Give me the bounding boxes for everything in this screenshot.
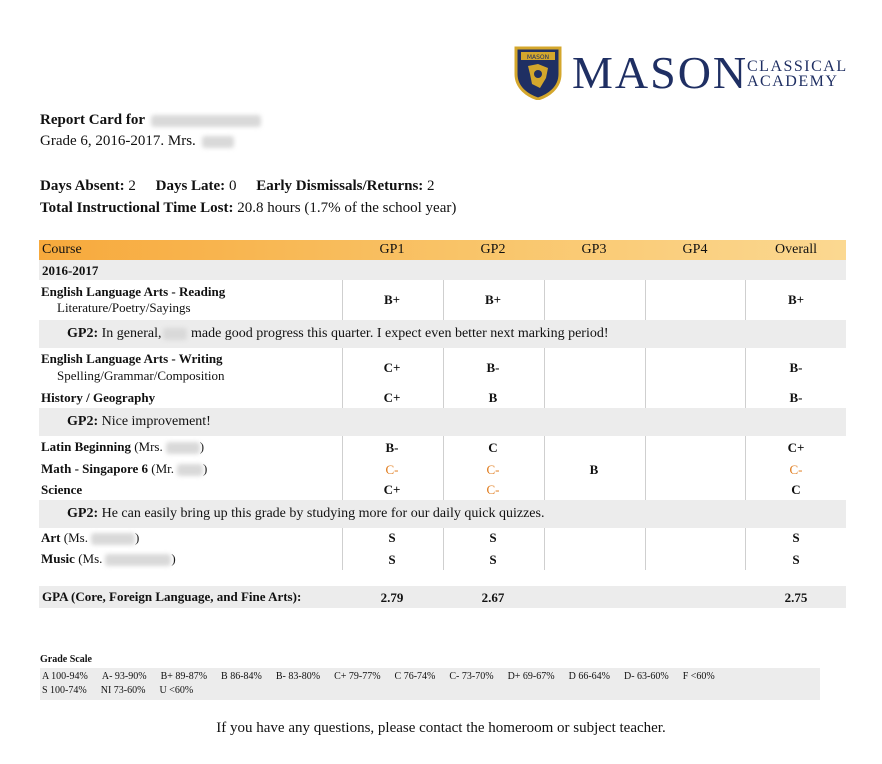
course-title: Art — [41, 530, 61, 545]
redacted-teacher-name — [202, 136, 234, 148]
logo-sub-line2: ACADEMY — [747, 73, 839, 90]
comment-tag: GP2: — [67, 326, 99, 341]
grade-scale-line1 — [42, 670, 818, 684]
paren: ) — [171, 551, 176, 566]
teacher-prefix: (Mr. — [151, 461, 175, 476]
grade-overall: B+ — [787, 292, 805, 307]
teacher-comment — [39, 320, 846, 348]
scale-item: C+ 79-77% — [334, 671, 381, 682]
scale-item: U <60% — [159, 685, 194, 696]
grade-gp2: C — [488, 440, 498, 455]
table-spacer — [39, 570, 846, 586]
paren: ) — [134, 530, 140, 545]
course-title: Music — [41, 551, 75, 566]
grade-overall: C- — [789, 462, 803, 477]
table-row — [39, 528, 846, 548]
grades-table — [39, 240, 846, 608]
grade-gp2: C- — [486, 482, 500, 497]
course-title: English Language Arts - Reading — [41, 284, 226, 299]
paren: ) — [203, 461, 208, 476]
logo-sub-line1: CLASSICAL — [747, 58, 848, 75]
footer-note: If you have any questions, please contact the homeroom or subject teacher. — [216, 720, 666, 736]
course-title: Science — [41, 482, 83, 497]
logo-wordmark: MASON — [572, 47, 749, 98]
comment-text: Nice improvement! — [101, 414, 211, 429]
gpa-gp2: 2.67 — [481, 590, 505, 605]
grade-gp2: B+ — [484, 292, 502, 307]
table-row — [39, 458, 846, 480]
scale-item: D 66-64% — [568, 671, 610, 682]
grade-gp1: C+ — [383, 390, 401, 405]
gpa-row — [39, 586, 846, 608]
grade-gp3: B — [589, 462, 599, 477]
col-overall: Overall — [775, 242, 817, 257]
scale-item: F <60% — [682, 671, 715, 682]
redacted-student-name — [151, 115, 261, 127]
grade-gp1: S — [388, 552, 396, 567]
scale-item: A- 93-90% — [101, 671, 147, 682]
days-absent-label: Days Absent: — [40, 178, 125, 194]
crest-label: MASON — [526, 54, 550, 61]
redacted-name — [163, 328, 187, 340]
grade-gp1: B- — [385, 440, 399, 455]
grade-gp1: S — [388, 530, 396, 545]
time-lost-line — [40, 200, 456, 217]
teacher-comment — [39, 500, 846, 528]
redacted-teacher — [105, 554, 171, 566]
grade-scale-line2 — [42, 684, 818, 698]
grade-overall: S — [792, 552, 800, 567]
teacher-comment — [39, 408, 846, 436]
course-title: Latin Beginning — [41, 439, 131, 454]
grade-gp2: B — [488, 390, 498, 405]
days-late-label: Days Late: — [155, 178, 226, 194]
scale-item: D+ 69-67% — [507, 671, 555, 682]
col-gp3: GP3 — [581, 242, 607, 257]
redacted-teacher — [177, 464, 203, 476]
paren: ) — [199, 439, 205, 454]
gpa-label: GPA (Core, Foreign Language, and Fine Arts): — [42, 589, 302, 604]
time-lost-value: 20.8 hours (1.7% of the school year) — [237, 200, 457, 216]
table-row — [39, 480, 846, 500]
scale-item: NI 73-60% — [100, 685, 146, 696]
col-gp4: GP4 — [682, 242, 708, 257]
time-lost-label: Total Instructional Time Lost: — [40, 200, 234, 216]
col-course: Course — [42, 242, 82, 257]
course-subtitle: Literature/Poetry/Sayings — [57, 300, 191, 315]
teacher-prefix: (Ms. — [63, 530, 88, 545]
grade-gp1: C+ — [383, 482, 401, 497]
attendance-line — [40, 178, 435, 195]
grade-gp2: C- — [486, 462, 500, 477]
grade-scale-box — [40, 668, 820, 700]
early-dismissals-value: 2 — [427, 178, 435, 194]
grade-gp1: C+ — [383, 360, 401, 375]
grade-overall: C+ — [787, 440, 805, 455]
grade-overall: B- — [789, 390, 803, 405]
table-row — [39, 548, 846, 570]
table-row — [39, 388, 846, 408]
col-gp2: GP2 — [480, 242, 506, 257]
year-label: 2016-2017 — [42, 263, 99, 278]
scale-item: S 100-74% — [42, 685, 87, 696]
early-dismissals-label: Early Dismissals/Returns: — [256, 178, 424, 194]
comment-tag: GP2: — [67, 414, 99, 429]
grade-gp2: B- — [486, 360, 500, 375]
course-title: History / Geography — [41, 390, 156, 405]
grade-overall: S — [792, 530, 800, 545]
scale-item: B 86-84% — [221, 671, 262, 682]
scale-item: A 100-94% — [42, 671, 88, 682]
scale-item: C- 73-70% — [449, 671, 494, 682]
comment-text-a: In general, — [101, 326, 162, 341]
grade-gp2: S — [489, 530, 497, 545]
grade-gp2: S — [489, 552, 497, 567]
scale-item: C 76-74% — [394, 671, 436, 682]
grade-line-text: Grade 6, 2016-2017. Mrs. — [40, 133, 196, 149]
days-absent-value: 2 — [128, 178, 136, 194]
col-gp1: GP1 — [379, 242, 405, 257]
redacted-teacher — [166, 442, 200, 454]
gpa-overall: 2.75 — [784, 590, 808, 605]
table-row — [39, 280, 846, 320]
report-title — [40, 112, 261, 129]
teacher-prefix: (Ms. — [78, 551, 103, 566]
course-subtitle: Spelling/Grammar/Composition — [57, 368, 225, 383]
comment-text-b: made good progress this quarter. I expect even better next marking period! — [190, 326, 609, 341]
gpa-gp1: 2.79 — [380, 590, 404, 605]
school-logo — [512, 44, 847, 100]
grade-gp1: C- — [385, 462, 399, 477]
grade-scale — [40, 654, 820, 700]
course-title: Math - Singapore 6 — [41, 461, 149, 476]
table-header-row — [39, 240, 846, 260]
redacted-teacher — [91, 533, 135, 545]
scale-item: D- 63-60% — [623, 671, 669, 682]
teacher-prefix: (Mrs. — [134, 439, 163, 454]
report-title-text: Report Card for — [40, 112, 145, 128]
course-title: English Language Arts - Writing — [41, 351, 223, 366]
table-row — [39, 436, 846, 458]
grade-gp1: B+ — [383, 292, 401, 307]
grade-overall: C — [791, 482, 801, 497]
scale-item: B- 83-80% — [275, 671, 321, 682]
table-row — [39, 348, 846, 388]
crest-icon — [512, 44, 564, 100]
logo-subtitle — [747, 59, 848, 89]
comment-tag: GP2: — [67, 506, 99, 521]
scale-item: B+ 89-87% — [160, 671, 208, 682]
days-late-value: 0 — [228, 178, 237, 194]
grade-overall: B- — [789, 360, 803, 375]
year-row — [39, 260, 846, 280]
comment-text: He can easily bring up this grade by studying more for our daily quick quizzes. — [101, 506, 545, 521]
grade-line — [40, 133, 234, 150]
grade-scale-title: Grade Scale — [40, 654, 92, 665]
